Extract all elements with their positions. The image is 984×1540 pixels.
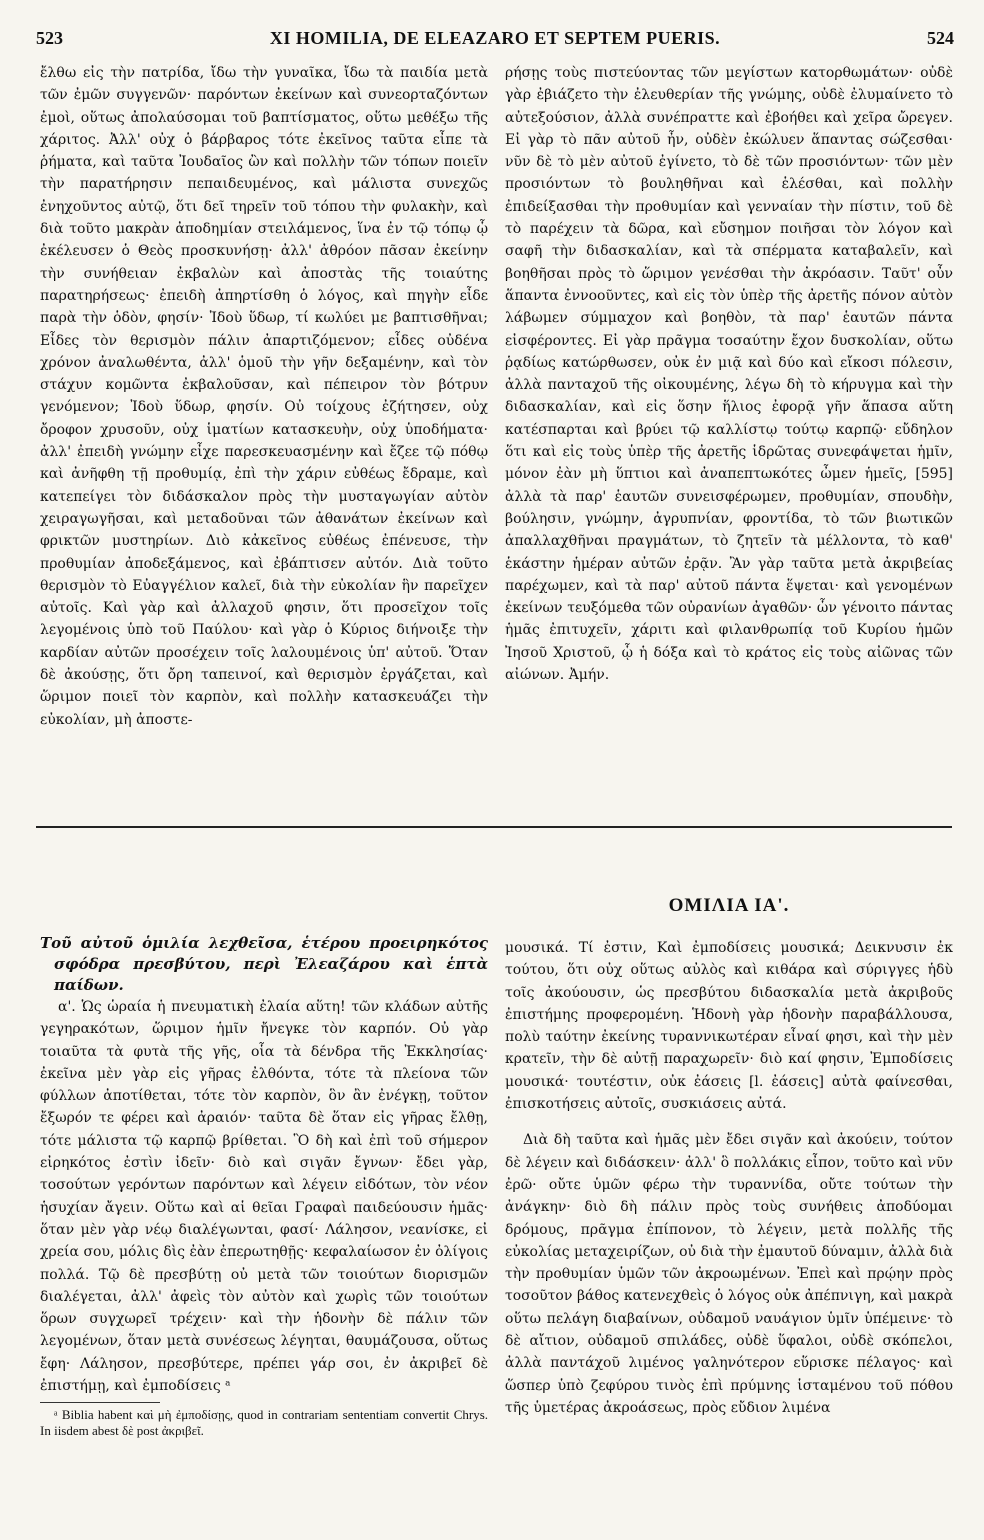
section-divider [36, 826, 952, 828]
bottom-right-column [505, 937, 953, 1527]
running-title: XI HOMILIA, DE ELEAZARO ET SEPTEM PUERIS. [269, 28, 721, 48]
bottom-left-text: α'. Ὡς ὡραία ἡ πνευματικὴ ἐλαία αὕτη! τῶν κλάδων αὐτῆς γεγηρακότων, ὥριμον ἡμῖν ἤνεγκε τὸν καρπόν. Οὐ γὰρ τοιαῦτα τὰ φυτὰ τῆς γῆς, οἷα τὰ δένδρα τῆς Ἐκκλησίας· ἐκεῖνα μὲν γὰρ εἰς γῆρας ἐλθόντα, τότε τὰ πλείονα τῶν φύλλων ἀποτίθεται, τότε τὸν καρπὸν, ὃν ἂν ἐνέγκῃ, τοῦτον ἔξωρόν τε φέρει καὶ ἀραιόν· ταῦτα δὲ ὅταν εἰς γῆρας ἔλθῃ, τότε μάλιστα τῷ καρπῷ βρίθεται. Ὃ δὴ καὶ ἐπὶ τοῦ σήμερον εἰρηκότος ἐστὶν ἰδεῖν· διὸ καὶ σιγᾶν ἔγνων· ἔδει γὰρ, τοσούτων γερόντων παρόντων καὶ λέγειν εἰδότων, τὸν νέον ἡσυχίαν ἄγειν. Οὕτω καὶ αἱ θεῖαι Γραφαὶ παιδεύουσιν ἡμᾶς· ὅταν μὲν γὰρ νέῳ διαλέγωνται, φασί· Λάλησον, νεανίσκε, εἰ χρεία σου, μόλις δὶς ἐὰν ἐπερωτηθῇς· κεφαλαίωσον ἐν ὀλίγοις πολλά. Τῷ δὲ πρεσβύτῃ οὐ μετὰ τῶν τοιούτων διορισμῶν διαλέγεται, ἀλλ' ἀφεὶς τὸν αὐτὸν καὶ χωρὶς τῶν τοιούτων ὅρων συγχωρεῖ τρέχειν· καὶ τὴν ἡδονὴν δὲ πάλιν τῶν λεγομένων, ὅταν μετὰ συνέσεως λέγηται, θαυμάζουσα, οὕτως ἔφη· Λάλησον, πρεσβύτερε, πρέπει γάρ σοι, ἐν ἀκριβεῖ δὲ ἐπιστήμῃ, καὶ ἐμποδίσεις ᵃ [40, 999, 488, 1395]
page-number-right: 524 [927, 28, 954, 48]
page-number-left: 523 [36, 28, 63, 48]
top-right-column [505, 62, 953, 762]
top-right-text: ρήσῃς τοὺς πιστεύοντας τῶν μεγίστων κατορθωμάτων· οὐδὲ γὰρ ἐβιάζετο τὴν ἐλευθερίαν τῆς γνώμης, οὐδὲ ἐλυμαίνετο τὸ αὐτεξούσιον, ἀλλὰ συνέπραττε καὶ ἐβοήθει καὶ χεῖρα ὤρεγεν. Εἰ γὰρ τὸ πᾶν αὐτοῦ ἦν, οὐδὲν ἐκώλυεν ἅπαντας σώζεσθαι· νῦν δὲ τὸ μὲν αὐτοῦ ἐγίνετο, τὸ δὲ τῶν προσιόντων· τῶν μὲν προσιόντων τὸ βουληθῆναι καὶ ἑλέσθαι, καὶ πολλὴν ἐπιδείξασθαι τὴν προθυμίαν καὶ γενναίαν τὴν πίστιν, τοῦ δὲ τὸ παρέχειν τὰ δῶρα, καὶ εὔσημον ποιῆσαι τὸν λόγον καὶ σαφῆ τὴν διδασκαλίαν, καὶ τὰ σπέρματα καταβαλεῖν, καὶ βοηθῆσαι πρὸς τὸ ὥριμον γενέσθαι τὴν ἀκρόασιν. Ταῦτ' οὖν ἅπαντα ἐννοοῦντες, καὶ εἰς τὸν ὑπὲρ τῆς ἀρετῆς πόνον αὐτὸν λάβωμεν σύμμαχον καὶ βοηθὸν, τὰ παρ' ἑαυτῶν πάντα εἰσφέροντες. Εἰ γὰρ πρᾶγμα τοσαύτην ἔχον δυσκολίαν, οὕτω ῥᾳδίως κατώρθωσεν, οὐκ ἐν μιᾷ καὶ δύο καὶ εἴκοσι πόλεσιν, ἀλλὰ πανταχοῦ τῆς οἰκουμένης, λέγω δὴ τὸ κήρυγμα καὶ τὴν διδασκαλίαν, καὶ εἰς ὅσην ἥλιος ἐφορᾷ γῆν ἅπασα αὕτη κατέσπαρται καὶ βρύει τῷ καλλίστῳ τούτῳ καρπῷ· εὔδηλον ὅτι καὶ εἰς τοὺς ὑπὲρ τῆς ἀρετῆς ἱδρῶτας συνεφάψεται ἡμῖν, μόνον ἐὰν μὴ ὕπτιοι καὶ ἀναπεπτωκότες ὦμεν ἡμεῖς, [595] ἀλλὰ τὰ παρ' ἑαυτῶν συνεισφέρωμεν, προθυμίαν, σπουδὴν, βούλησιν, γνώμην, ἀγρυπνίαν, φροντίδα, τὸ τῶν βιωτικῶν ἀπαλλαχθῆναι πραγμάτων, τὸ ζητεῖν τὰ μέλλοντα, τὸ καθ' ἑκάστην ἡμέραν αὐτῶν ἐρᾷν. Ἂν γὰρ ταῦτα μετὰ ἀκριβείας παρέχωμεν, καὶ τὰ παρ' αὐτοῦ πάντα ἕψεται· καὶ γενομένων ἐκείνων τευξόμεθα τῶν οὐρανίων ἀγαθῶν· ὧν γένοιτο πάντας ἡμᾶς ἐπιτυχεῖν, χάριτι καὶ φιλανθρωπίᾳ τοῦ Κυρίου ἡμῶν Ἰησοῦ Χριστοῦ, ᾧ ἡ δόξα καὶ τὸ κράτος εἰς τοὺς αἰῶνας τῶν αἰώνων. Ἀμήν. [505, 65, 953, 684]
running-header [36, 22, 954, 58]
bottom-left-column [40, 933, 488, 1525]
homily-title: ΟΜΙΛΙΑ ΙΑ'. [668, 895, 790, 916]
bottom-right-text-1: μουσικά. Τί ἐστιν, Καὶ ἐμποδίσεις μουσικά; Δεικνυσιν ἐκ τούτου, ὅτι οὐχ οὕτως αὐλὸς καὶ κιθάρα καὶ σύριγγες ἡδὺ τοῖς ἀκούουσιν, ὡς πρεσβύτου διδασκαλία μετὰ ἀκριβοῦς ἐπιστήμης προφερομένη. Ἡδονὴ γὰρ ἡδονὴν παραβάλλουσα, πολὺ ταύτην ἐκείνης τυραννικωτέραν εἶναί φησι, καὶ τὴν μὲν κρατεῖν, τὴν δὲ αὐτῇ παραχωρεῖν· διὸ καί φησιν, Ἐμποδίσεις μουσικά· τουτέστιν, οὐκ ἐάσεις [l. ἐάσεις] αὐτὰ φαίνεσθαι, ἐπισκοτήσεις αὐτοῖς, συσκιάσεις αὐτά. [505, 940, 953, 1113]
paragraph-gap [505, 1115, 953, 1129]
top-left-text: ἔλθω εἰς τὴν πατρίδα, ἴδω τὴν γυναῖκα, ἴδω τὰ παιδία μετὰ τῶν ἐμῶν συγγενῶν· παρόντων ἐκείνων καὶ συνεορταζόντων ἐμοὶ, οὕτως ἀπολαύσομαι τοῦ βαπτίσματος, οὕτω μεθέξω τῆς χάριτος. Ἀλλ' οὐχ ὁ βάρβαρος τότε ἐκεῖνος ταῦτα εἶπε τὰ ῥήματα, καὶ ταῦτα Ἰουδαῖος ὢν καὶ πολλὴν τῶν τόπων ποιεῖν τὴν παρατήρησιν πεπαιδευμένος, καὶ μάλιστα συνεχῶς ἐνηχοῦντος αὐτῷ, ὅτι δεῖ τηρεῖν τοῦ τόπου τὴν φυλακὴν, καὶ διὰ τοῦτο μακρὰν ἀποδημίαν στειλάμενος, ἵνα ἐν τῷ τόπῳ ᾧ ἐκέλευσεν ὁ Θεὸς προσκυνήσῃ· ἀλλ' ἀθρόον πᾶσαν ἐκείνην τὴν συνήθειαν ἐκβαλὼν καὶ ἀποστὰς τῆς τοιαύτης παρατηρήσεως· ἐπειδὴ ἀπηρτίσθη ὁ λόγος, καὶ πηγὴν εἶδε παρὰ τὴν ὁδὸν, φησίν· Ἰδοὺ ὕδωρ, τί κωλύει με βαπτισθῆναι; Εἶδες τὸν θερισμὸν πάλιν ἀπαρτιζόμενον; εἶδες οὐδένα χρόνον ἀναλωθέντα, ἀλλ' ὁμοῦ τὴν γῆν δεξαμένην, καὶ τὸν στάχυν κομῶντα ἐκβαλοῦσαν, καὶ πέπειρον τὸν βότρυν γενόμενον; Ἰδοὺ ὕδωρ, φησίν. Οὐ τοίχους ἐζήτησεν, οὐχ ὄροφον χρυσοῦν, οὐχ ἱματίων κατασκευὴν, οὐχ ὑποδήματα· ἀλλ' ἐπειδὴ γνώμην εἶχε παρεσκευασμένην καὶ ἔζεε τῷ πόθῳ καὶ ἀνῆφθη τῇ προθυμίᾳ, ἐπὶ τὴν χάριν εὐθέως ἔδραμε, καὶ κατεπείγει τὸν διδάσκαλον πρὸς τὴν μυσταγωγίαν αὐτὸν χειραγωγῆσαι, καὶ μεταδοῦναι τῶν ἀθανάτων ἐκείνων καὶ φρικτῶν μυστηρίων. Διὸ κἀκεῖνος εὐθέως ἐπένευσε, τὴν προθυμίαν ἀποδεξάμενος, καὶ ἐβάπτισεν αὐτόν. Διὰ τοῦτο θερισμὸν τὸ Εὐαγγέλιον καλεῖ, διὰ τὴν εὐκολίαν ἣν παρεῖχεν αὐτοῖς. Καὶ γὰρ καὶ ἀλλαχοῦ φησιν, ὅτι προσεῖχον τοῖς λεγομένοις ὑπὸ τοῦ Παύλου· καὶ γὰρ ὁ Κύριος διήνοιξε τὴν καρδίαν αὐτῶν προσέχειν τοῖς λαλουμένοις ὑπ' αὐτοῦ. Ὅταν δὲ ἀκούσῃς, ὅτι ὄρη ταπεινοί, καὶ θερισμὸν ἐργάζεται, καὶ ὥριμον ποιεῖ τὸν καρπὸν, καὶ πολλὴν κατασκευάζει τὴν εὐκολίαν, μὴ ἀποστε- [40, 65, 488, 728]
footnote-rule [40, 1402, 160, 1403]
homily-lemma: Τοῦ αὐτοῦ ὁμιλία λεχθεῖσα, ἑτέρου προειρηκότος σφόδρα πρεσβύτου, περὶ Ἐλεαζάρου καὶ ἑπτὰ παίδων. [40, 934, 488, 994]
bottom-right-text-2: Διὰ δὴ ταῦτα καὶ ἡμᾶς μὲν ἔδει σιγᾶν καὶ ἀκούειν, τούτον δὲ λέγειν καὶ διδάσκειν· ἀλλ' ὃ πολλάκις εἶπον, τοῦτο καὶ νῦν ἐρῶ· οὔτε ὑμῶν φέρω τὴν τυραννίδα, οὔτε τούτων τὴν ἀνάγκην· διὸ δὴ πάλιν πρὸς τοὺς συνήθεις ἀποδύομαι δρόμους, πρᾶγμα ἐπίπονον, τὸ λέγειν, μετὰ πολλῆς τῆς εὐκολίας μεταχειρίζων, οὐ διὰ τὴν ἐμαυτοῦ δύναμιν, ἀλλὰ διὰ τὴν προθυμίαν ὑμῶν τῶν ἀκροωμένων. Ἐπεὶ καὶ πρῴην πρὸς τοσοῦτον βάθος κατενεχθεὶς ὁ λόγος οὐκ ἀπέπνιγη, καὶ μακρὰ οὕτω πελάγη διαβαίνων, οὐδαμοῦ ναυάγιον ὑμῖν ὑπέμεινε· τὸ δὲ αἴτιον, οὐδαμοῦ σπιλάδες, οὐδὲ ὕφαλοι, οὐδὲ σκόπελοι, ἀλλὰ παντάχοῦ λιμένος γαληνότερον εὕρισκε πέλαγος· καὶ ὥσπερ ὑπὸ ζεφύρου τινὸς ἐπὶ πρύμνης ἱσταμένου τοῦ πόθου τῆς ὑμετέρας ἀκροάσεως, πρὸς εὔδιον λιμένα [505, 1132, 953, 1416]
top-left-column [40, 62, 488, 792]
footnote: ᵃ Biblia habent καὶ μὴ ἐμποδίσῃς, quod in contrariam sententiam convertit Chrys. In iisdem abest δὲ post ἀκριβεῖ. [40, 1407, 488, 1439]
